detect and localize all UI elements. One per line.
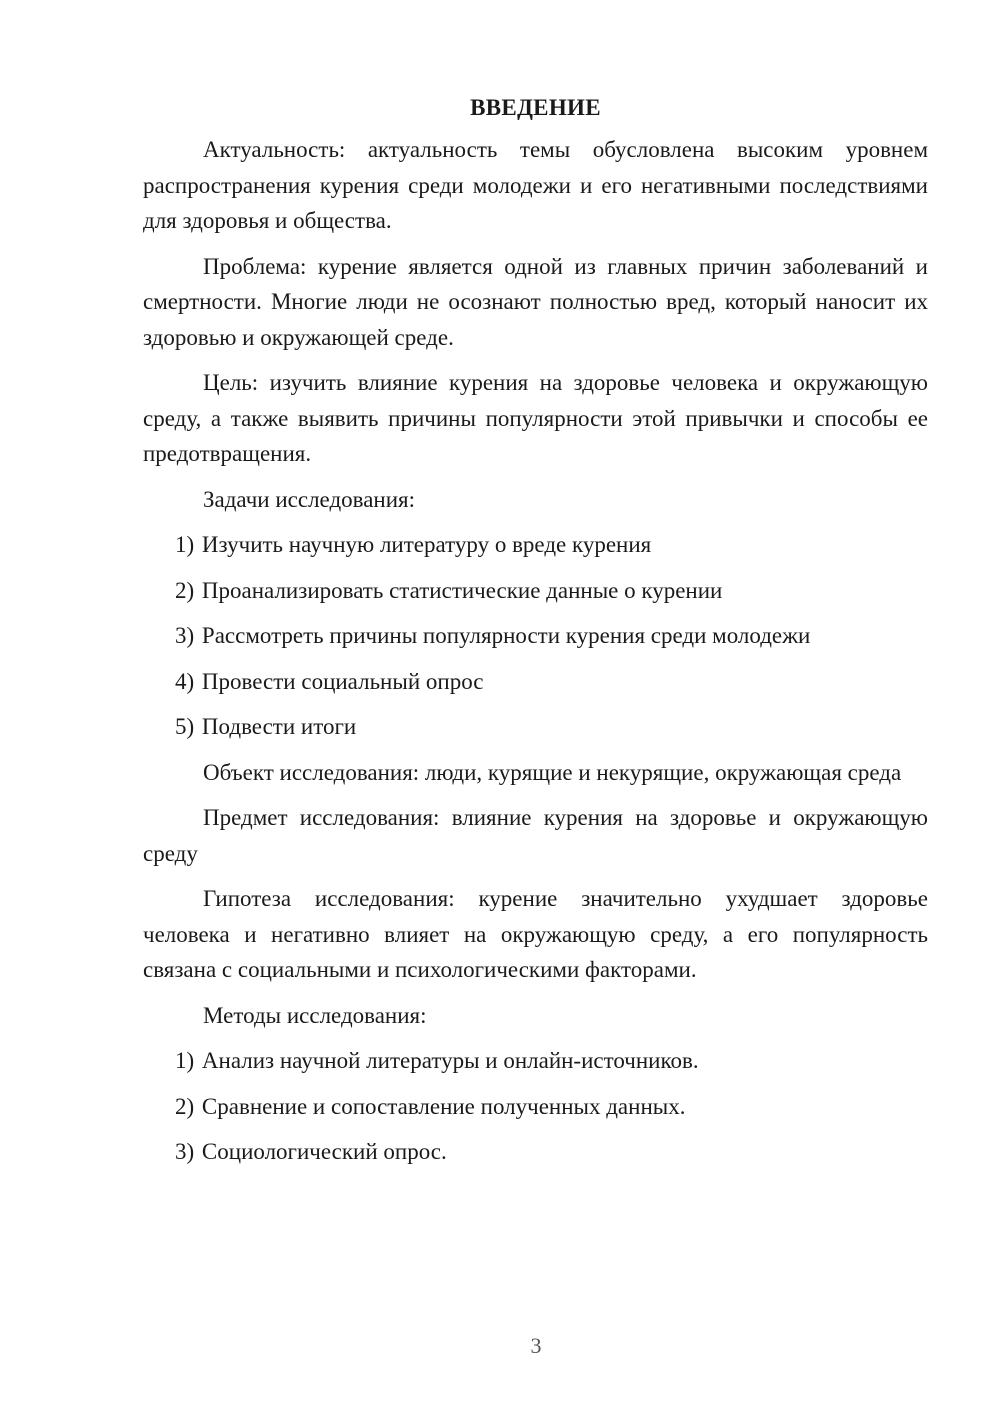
- list-item-number: 3): [175, 623, 195, 648]
- list-item-number: 1): [175, 1048, 195, 1073]
- list-item: [143, 527, 928, 563]
- list-item-text: Провести социальный опрос: [201, 668, 484, 694]
- page-number: 3: [530, 1333, 542, 1358]
- list-item-text: Сравнение и сопоставление полученных данных.: [201, 1093, 686, 1119]
- tasks-list: [143, 527, 928, 745]
- list-item-text: Проанализировать статистические данные о курении: [201, 577, 723, 603]
- list-item: [143, 1043, 928, 1079]
- list-item-number: 5): [175, 714, 195, 739]
- document-body: [143, 90, 928, 1180]
- list-item: [143, 664, 928, 700]
- hypothesis-paragraph: Гипотеза исследования: курение значительно ухудшает здоровье человека и негативно влияет на окружающую среду, а его популярность связана с социальными и психологическими факторами.: [143, 886, 928, 982]
- list-item-text: Социологический опрос.: [201, 1139, 447, 1164]
- list-item: [143, 573, 928, 609]
- goal-paragraph: Цель: изучить влияние курения на здоровье человека и окружающую среду, а также выявить причины популярности этой привычки и способы ее предотвращения.: [143, 370, 928, 466]
- tasks-heading: Задачи исследования:: [203, 486, 416, 512]
- methods-heading: Методы исследования:: [203, 1002, 427, 1028]
- list-item-text: Рассмотреть причины популярности курения среди молодежи: [201, 623, 811, 648]
- list-item-number: 1): [175, 532, 195, 557]
- list-item-text: Анализ научной литературы и онлайн-источников.: [201, 1048, 699, 1073]
- list-item: [143, 709, 928, 745]
- subject-paragraph: Предмет исследования: влияние курения на здоровье и окружающую среду: [143, 805, 928, 866]
- list-item-text: Изучить научную литературу о вреде курения: [201, 532, 652, 557]
- list-item-number: 2): [175, 577, 195, 603]
- problem-paragraph: Проблема: курение является одной из главных причин заболеваний и смертности. Многие люди не осознают полностью вред, который наносит их здоровью и окружающей среде.: [143, 253, 928, 350]
- list-item: [143, 618, 928, 654]
- list-item-number: 3): [175, 1139, 195, 1164]
- methods-list: [143, 1043, 928, 1170]
- page-title: ВВЕДЕНИЕ: [470, 95, 601, 120]
- relevance-paragraph: Актуальность: актуальность темы обусловлена высоким уровнем распространения курения среди молодежи и его негативными последствиями для здоровья и общества.: [143, 137, 928, 233]
- list-item: [143, 1134, 928, 1170]
- list-item: [143, 1089, 928, 1125]
- list-item-number: 4): [175, 668, 195, 694]
- list-item-number: 2): [175, 1093, 195, 1119]
- list-item-text: Подвести итоги: [201, 714, 357, 739]
- object-paragraph: Объект исследования: люди, курящие и некурящие, окружающая среда: [203, 759, 902, 785]
